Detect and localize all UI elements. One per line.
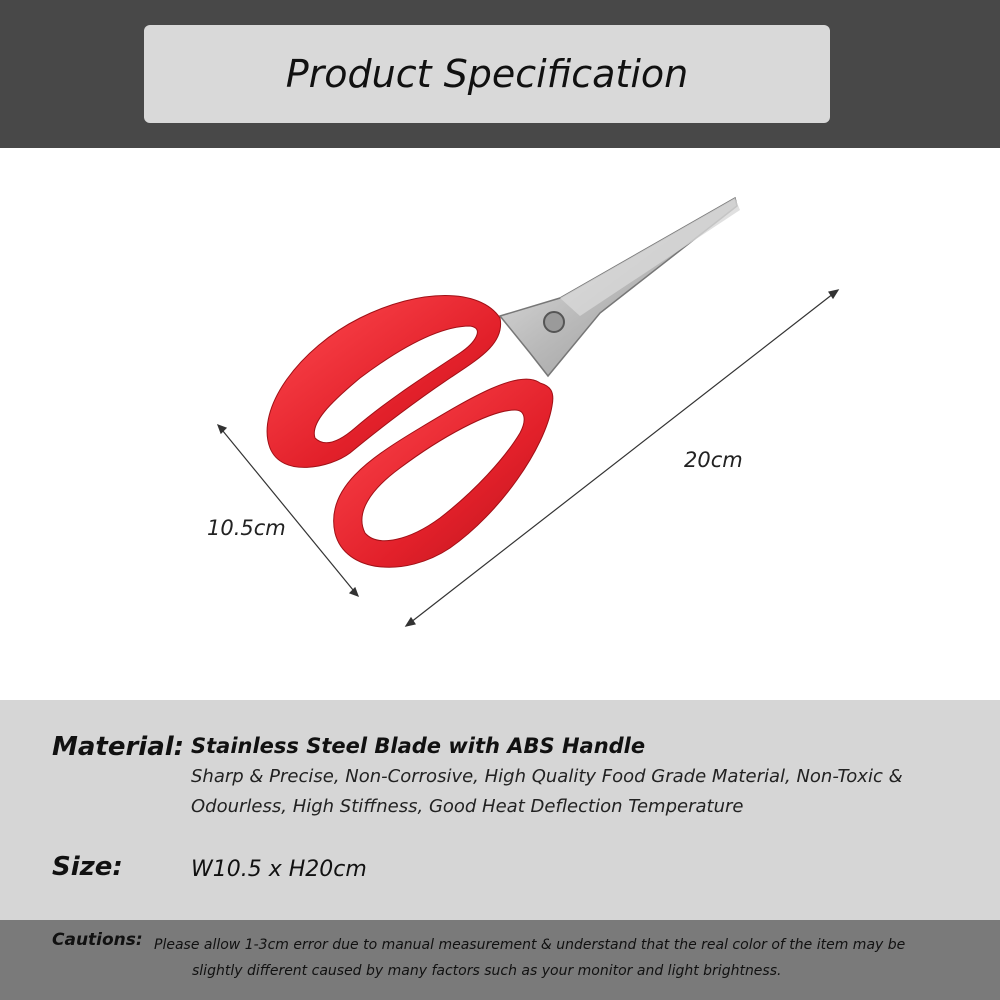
- cautions-bar: [0, 920, 1000, 1000]
- width-dimension-label: 10.5cm: [207, 516, 286, 540]
- size-key: Size:: [52, 852, 123, 882]
- pivot-screw: [544, 312, 564, 332]
- length-dimension-line: [406, 290, 838, 626]
- length-dimension-label: 20cm: [684, 448, 743, 472]
- cautions-line1: Please allow 1-3cm error due to manual measurement & understand that the real color of the item may be: [154, 937, 906, 953]
- material-desc-line1: Sharp & Precise, Non-Corrosive, High Quality Food Grade Material, Non-Toxic &: [191, 766, 903, 787]
- header-bar: [0, 0, 1000, 148]
- blade: [500, 198, 740, 376]
- cautions-line2: slightly different caused by many factors such as your monitor and light brightness.: [192, 963, 782, 979]
- top-handle: [267, 296, 501, 468]
- cautions-text: [154, 932, 974, 984]
- material-desc-line2: Odourless, High Stiffness, Good Heat Deflection Temperature: [191, 796, 744, 817]
- title-box: [144, 25, 830, 123]
- material-key: Material:: [52, 732, 185, 762]
- product-image-area: [0, 148, 1000, 700]
- specs-panel: [0, 700, 1000, 920]
- bottom-handle: [334, 379, 553, 567]
- material-main: Stainless Steel Blade with ABS Handle: [191, 734, 646, 758]
- page-title: Product Specification: [285, 52, 689, 96]
- size-value: W10.5 x H20cm: [191, 857, 367, 882]
- cautions-key: Cautions:: [52, 930, 143, 950]
- scissors-illustration: [0, 148, 1000, 700]
